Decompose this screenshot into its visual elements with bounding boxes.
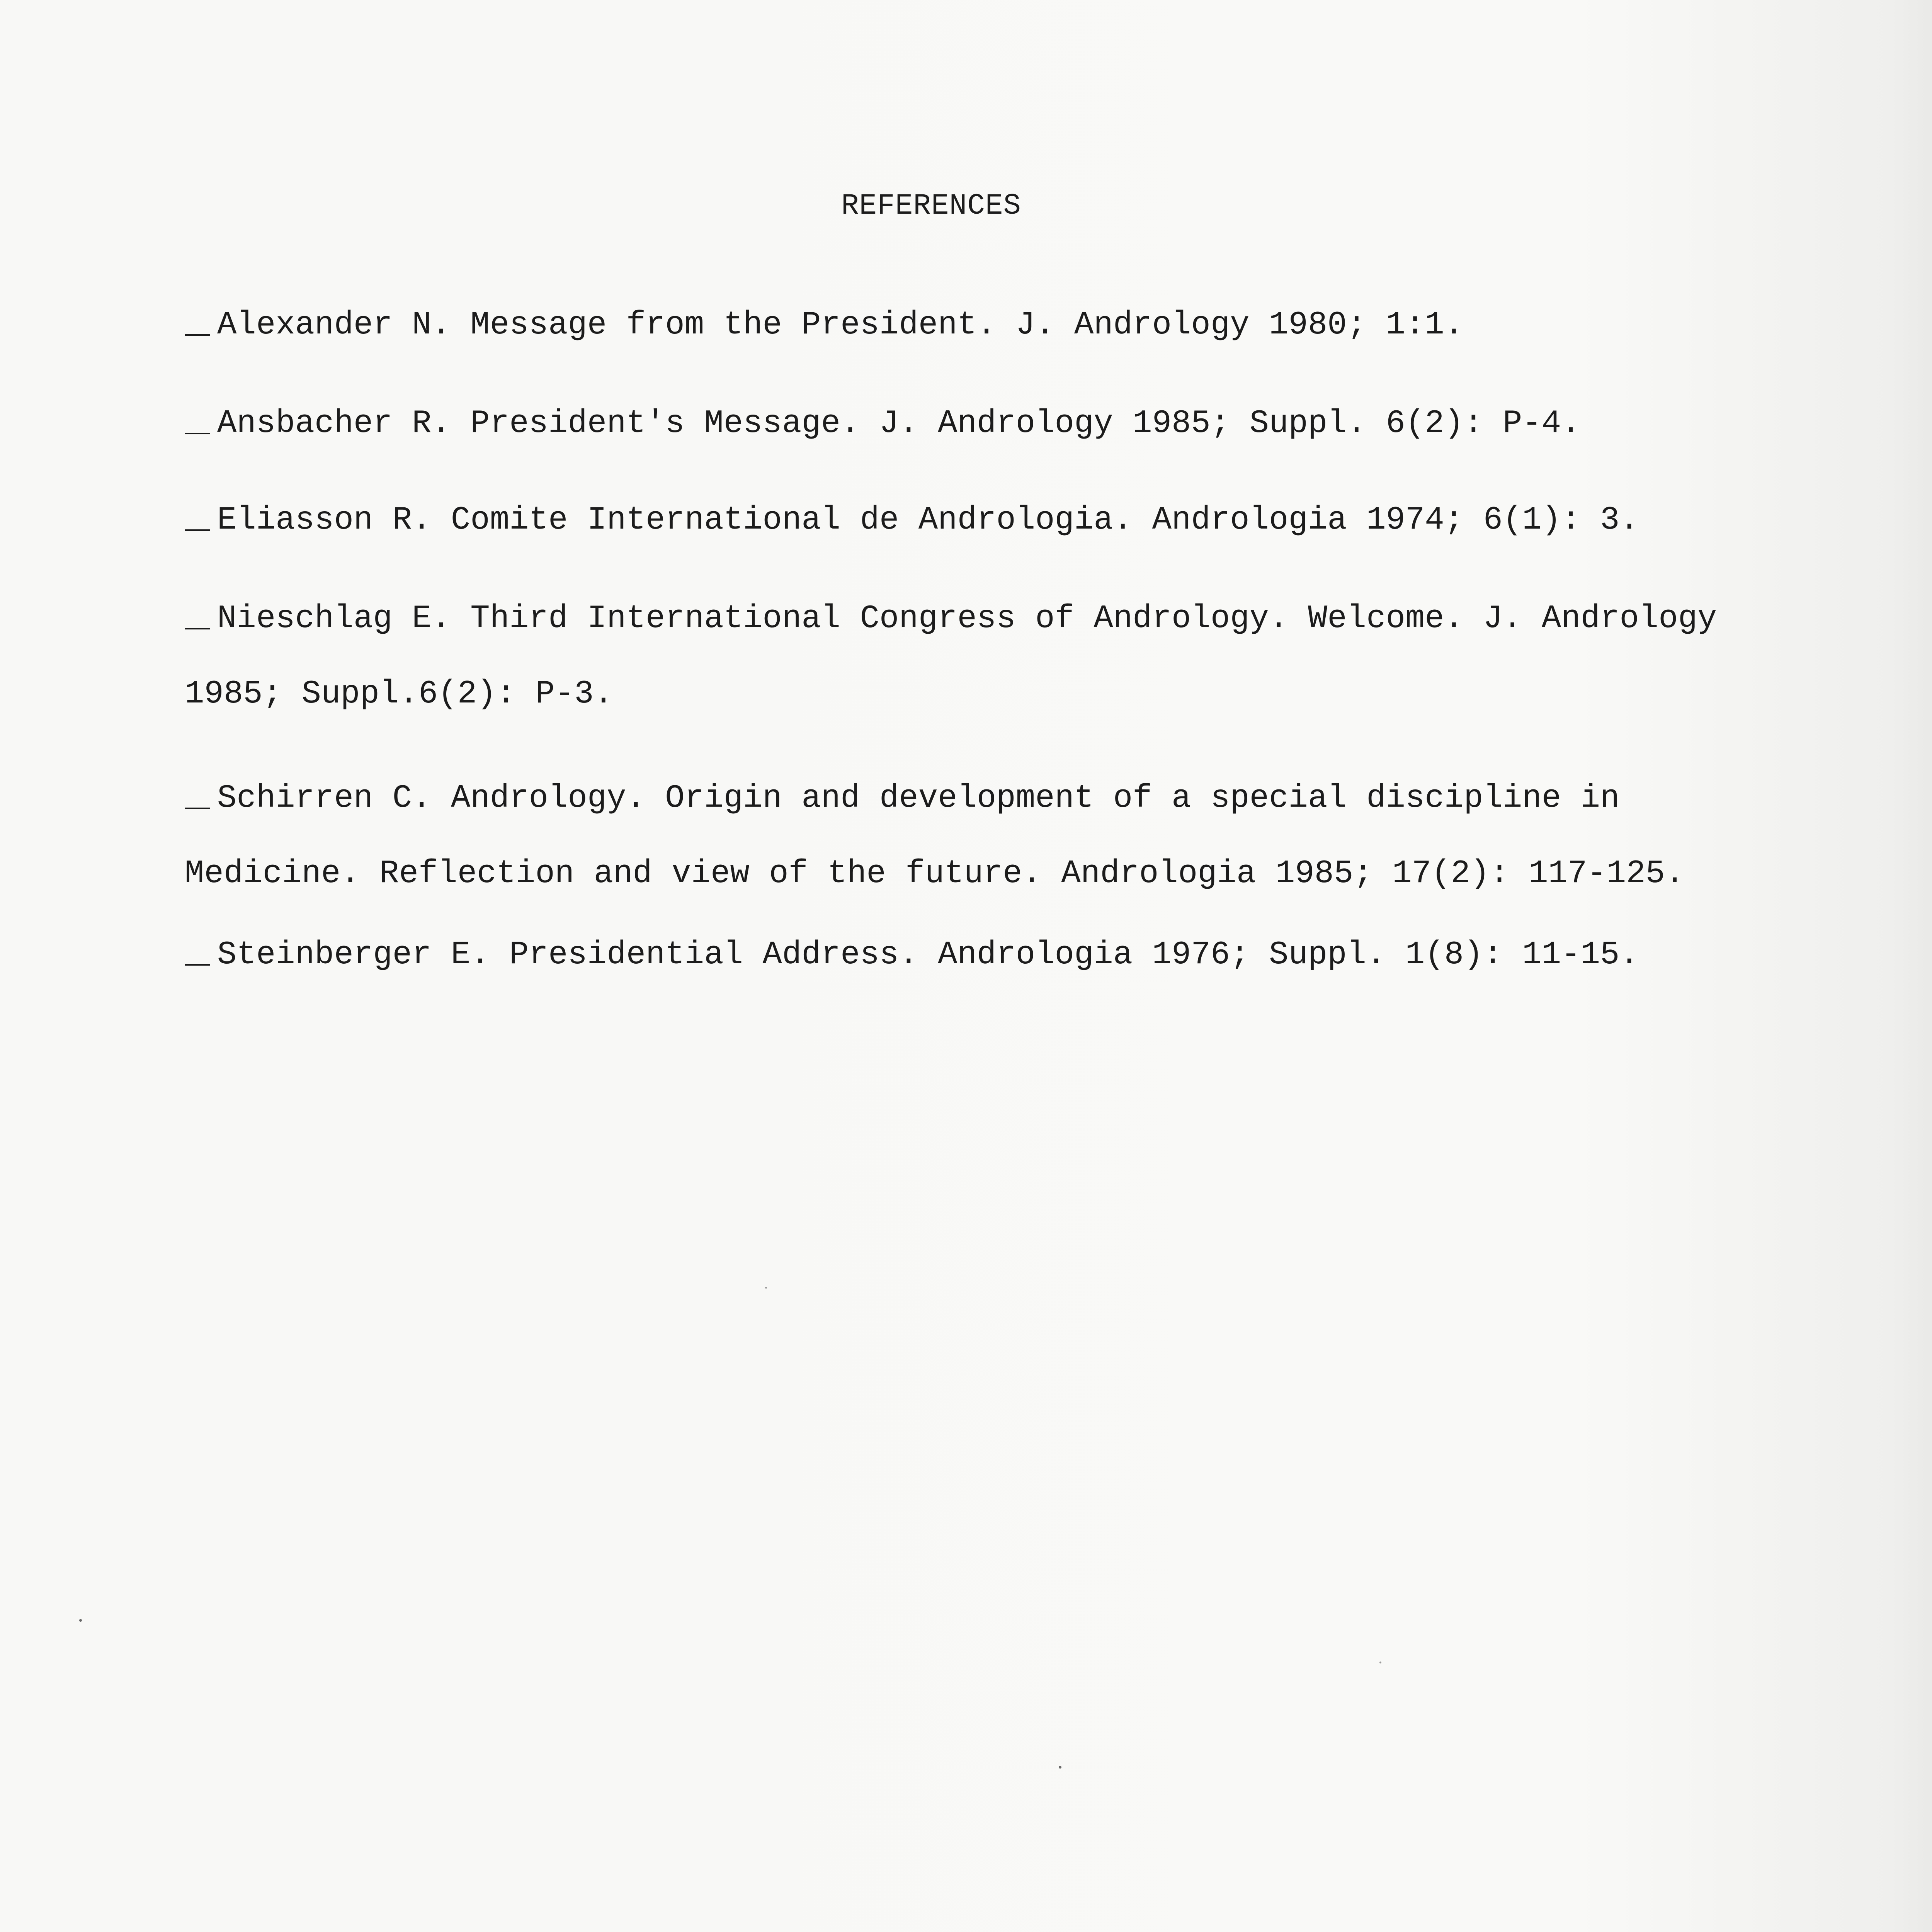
scan-speck [1379, 1662, 1381, 1663]
reference-text: Alexander N. Message from the President. J. Andrology 1980; 1:1. [217, 307, 1464, 344]
reference-continuation: Medicine. Reflection and view of the future. Andrologia 1985; 17(2): 117-125. [185, 855, 1685, 892]
reference-continuation: 1985; Suppl.6(2): P-3. [185, 676, 613, 713]
scan-speck [1059, 1766, 1061, 1769]
reference-text: Eliasson R. Comite International de Andrologia. Andrologia 1974; 6(1): 3. [217, 502, 1639, 539]
reference-item-ansbacher [185, 405, 1581, 442]
scan-speck [765, 1287, 767, 1289]
reference-text: Nieschlag E. Third International Congress of Andrology. Welcome. J. Andrology [217, 600, 1717, 637]
entry-dash [185, 334, 210, 336]
reference-item-eliasson [185, 504, 1639, 537]
entry-dash [185, 433, 210, 434]
reference-text: Schirren C. Andrology. Origin and development of a special discipline in [217, 780, 1620, 817]
entry-dash [185, 628, 210, 629]
reference-item-steinberger [185, 939, 1639, 971]
entry-dash [185, 964, 210, 966]
reference-item-nieschlag [185, 600, 1717, 637]
reference-text: Steinberger E. Presidential Address. Andrologia 1976; Suppl. 1(8): 11-15. [217, 937, 1639, 973]
reference-item-alexander [185, 309, 1464, 342]
scan-speck [79, 1619, 82, 1622]
entry-dash [185, 808, 210, 809]
reference-item-schirren [185, 782, 1619, 815]
reference-text: Ansbacher R. President's Message. J. Andrology 1985; Suppl. 6(2): P-4. [217, 405, 1581, 442]
references-heading: REFERENCES [841, 189, 1022, 223]
entry-dash [185, 529, 210, 531]
